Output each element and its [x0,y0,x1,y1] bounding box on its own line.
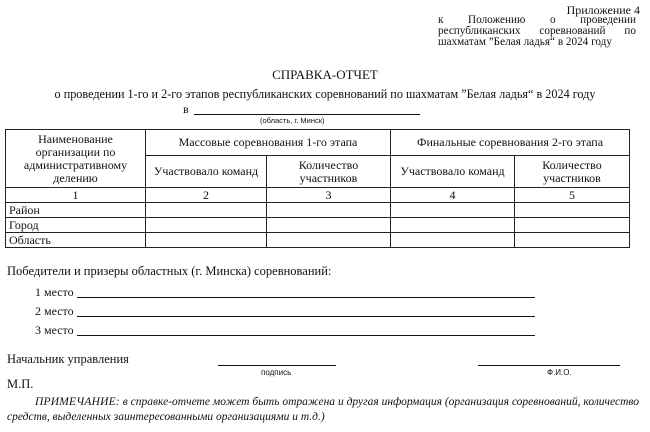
table-cell[interactable] [391,203,515,218]
note-label: ПРИМЕЧАНИЕ: [35,396,120,408]
place-label: 3 место [35,323,74,337]
column-number: 3 [267,188,391,203]
table-cell[interactable] [267,203,391,218]
regulation-reference [438,15,636,48]
column-number: 4 [391,188,515,203]
signature-line[interactable] [218,365,336,366]
head-of-department-label: Начальник управления [7,352,129,366]
stage2-header: Финальные соревнования 2-го этапа [391,130,630,156]
table-cell[interactable] [267,218,391,233]
place-fill-line[interactable] [77,297,535,298]
table-row [6,218,630,233]
table-row [6,233,630,248]
stage1-teams-header: Участвовало команд [146,156,267,188]
row-label: Город [6,218,146,233]
org-header: Наименование организации по административному делению [6,130,146,188]
column-number: 1 [6,188,146,203]
place-fill-line[interactable] [77,335,535,336]
document-title: СПРАВКА-ОТЧЕТ [272,67,378,82]
place-label: 2 место [35,304,74,318]
document-subtitle: о проведении 1-го и 2-го этапов республиканских соревнований по шахматам ”Белая ладья“ в 2024 году [54,87,596,101]
note-paragraph [7,395,639,425]
table-cell[interactable] [515,218,630,233]
region-fill-line[interactable] [194,114,420,115]
report-table [5,129,630,248]
table-cell[interactable] [146,203,267,218]
note-text: в справке-отчете может быть отражена и другая информация (организация соревнований, количество средств, выделенных заинтересованными организациями и т.д.) [7,396,639,423]
table-row [6,203,630,218]
stage2-participants-header: Количество участников [515,156,630,188]
stamp-label: М.П. [7,377,34,391]
full-name-line[interactable] [478,365,620,366]
column-number: 5 [515,188,630,203]
stage1-participants-header: Количество участников [267,156,391,188]
table-cell[interactable] [391,218,515,233]
region-caption: (область, г. Минск) [260,116,325,125]
regulation-line: республиканских соревнований по [438,25,636,37]
table-cell[interactable] [146,218,267,233]
table-cell[interactable] [267,233,391,248]
table-cell[interactable] [146,233,267,248]
appendix-label: Приложение 4 [566,3,640,17]
table-cell[interactable] [515,203,630,218]
row-label: Район [6,203,146,218]
row-label: Область [6,233,146,248]
stage2-teams-header: Участвовало команд [391,156,515,188]
place-fill-line[interactable] [77,316,535,317]
signature-caption: подпись [261,368,292,377]
table-cell[interactable] [515,233,630,248]
column-number: 2 [146,188,267,203]
regulation-line: шахматам ”Белая ладья“ в 2024 году [438,36,612,48]
regulation-line: к Положению о проведении [438,14,636,26]
table-cell[interactable] [391,233,515,248]
stage1-header: Массовые соревнования 1-го этапа [146,130,391,156]
place-label: 1 место [35,285,74,299]
winners-title: Победители и призеры областных (г. Минска) соревнований: [7,264,332,278]
region-prefix: в [183,102,189,116]
full-name-caption: Ф.И.О. [547,368,572,377]
